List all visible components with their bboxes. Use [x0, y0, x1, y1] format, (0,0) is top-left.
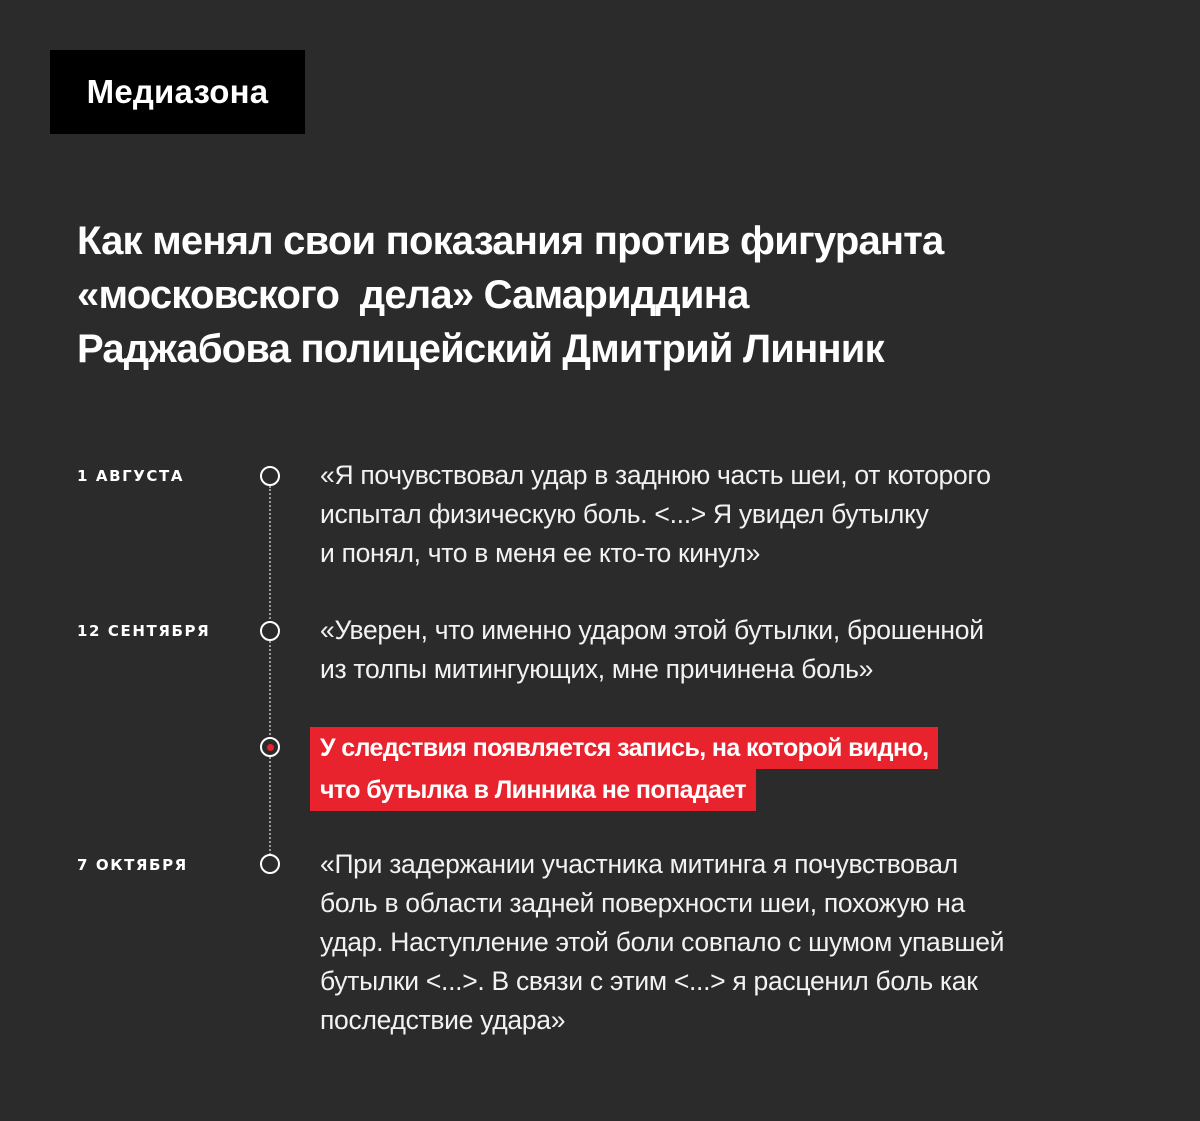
- timeline-node-active-icon: [260, 737, 280, 757]
- title-line: Раджабова полицейский Дмитрий Линник: [77, 327, 884, 371]
- quote-line: бутылки <...>. В связи с этим <...> я расценил боль как: [320, 966, 978, 996]
- quote-line: «Уверен, что именно ударом этой бутылки, брошенной: [320, 615, 984, 645]
- quote-line: из толпы митингующих, мне причинена боль»: [320, 654, 874, 684]
- timeline-dotted-line: [269, 486, 271, 858]
- highlight-callout: [310, 727, 938, 811]
- quote-line: «При задержании участника митинга я почувствовал: [320, 849, 958, 879]
- title-line: Как менял свои показания против фигуранта: [77, 219, 944, 263]
- quote-line: испытал физическую боль. <...> Я увидел бутылку: [320, 499, 929, 529]
- page-title: [77, 214, 1157, 376]
- mediazona-logo: [50, 50, 305, 134]
- quote-line: и понял, что в меня ее кто-то кинул»: [320, 538, 761, 568]
- entry-date: 12 СЕНТЯБРЯ: [77, 622, 211, 640]
- entry-quote: [320, 611, 1110, 689]
- quote-line: «Я почувствовал удар в заднюю часть шеи, от которого: [320, 460, 991, 490]
- logo-text: Медиазона: [86, 73, 269, 110]
- entry-quote: [320, 456, 1110, 573]
- highlight-line: У следствия появляется запись, на которой видно,: [310, 727, 938, 769]
- timeline-node-icon: [260, 621, 280, 641]
- timeline-node-icon: [260, 466, 280, 486]
- quote-line: боль в области задней поверхности шеи, похожую на: [320, 888, 965, 918]
- quote-line: удар. Наступление этой боли совпало с шумом упавшей: [320, 927, 1005, 957]
- timeline-node-icon: [260, 854, 280, 874]
- quote-line: последствие удара»: [320, 1005, 566, 1035]
- title-line: «московского дела» Самариддина: [77, 273, 749, 317]
- highlight-line: что бутылка в Линника не попадает: [310, 769, 756, 811]
- entry-date: 7 ОКТЯБРЯ: [77, 856, 188, 874]
- entry-date: 1 АВГУСТА: [77, 467, 185, 485]
- entry-quote: [320, 845, 1110, 1040]
